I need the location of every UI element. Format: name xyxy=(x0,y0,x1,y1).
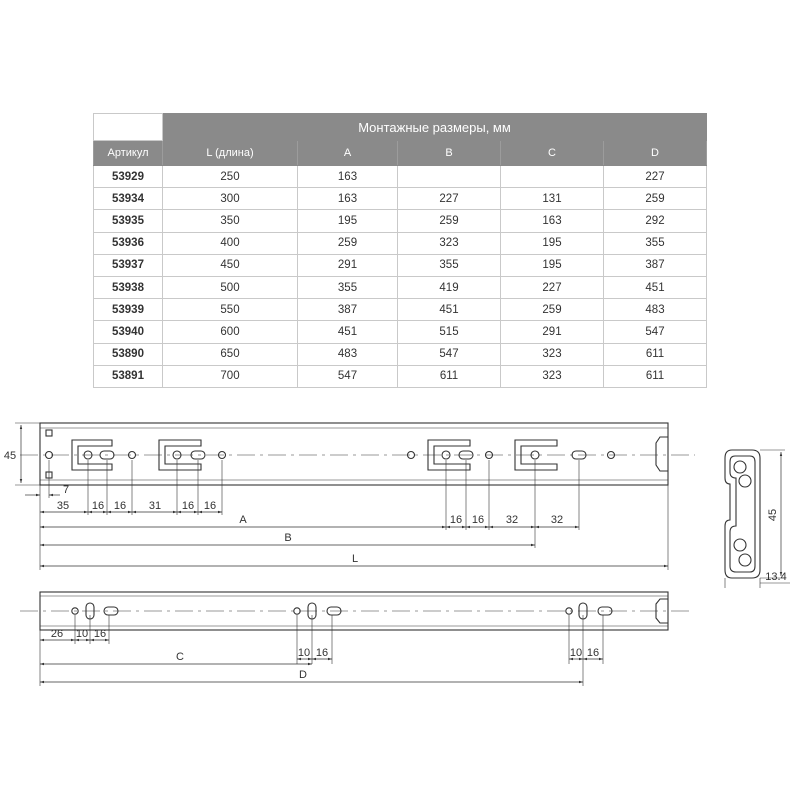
dim-label: 16 xyxy=(449,514,463,526)
dim-label: 7 xyxy=(62,484,70,496)
table-cell: 600 xyxy=(163,321,298,343)
article-cell: 53937 xyxy=(94,254,163,276)
table-cell: 547 xyxy=(298,365,398,387)
dim-label: 32 xyxy=(550,514,564,526)
table-cell: 611 xyxy=(398,365,501,387)
table-cell: 195 xyxy=(501,254,604,276)
dim-label: 16 xyxy=(203,500,217,512)
top-rail-outline xyxy=(40,423,668,485)
table-cell: 451 xyxy=(298,321,398,343)
dim-label: 16 xyxy=(586,647,600,659)
article-cell: 53890 xyxy=(94,343,163,365)
column-header: L (длина) xyxy=(163,141,298,166)
table-cell: 515 xyxy=(398,321,501,343)
dim-label: 35 xyxy=(56,500,70,512)
table-cell: 291 xyxy=(298,254,398,276)
table-cell: 323 xyxy=(398,232,501,254)
article-cell: 53936 xyxy=(94,232,163,254)
bottom-rail-drawing xyxy=(20,592,690,686)
article-cell: 53935 xyxy=(94,210,163,232)
column-header: C xyxy=(501,141,604,166)
dim-label: 10 xyxy=(75,628,89,640)
table-cell: 550 xyxy=(163,299,298,321)
table-cell: 483 xyxy=(604,299,707,321)
table-cell: 387 xyxy=(604,254,707,276)
dim-label: 31 xyxy=(148,500,162,512)
table-cell: 500 xyxy=(163,276,298,298)
table-cell: 650 xyxy=(163,343,298,365)
top-rail-height-label: 45 xyxy=(3,450,17,462)
table-cell: 547 xyxy=(398,343,501,365)
table-cell: 227 xyxy=(604,166,707,188)
table-cell: 419 xyxy=(398,276,501,298)
table-cell: 323 xyxy=(501,343,604,365)
article-cell: 53934 xyxy=(94,188,163,210)
dim-label: 10 xyxy=(297,647,311,659)
dimension-B-label: B xyxy=(284,532,292,544)
dimension-L-label: L xyxy=(351,553,359,565)
column-header: D xyxy=(604,141,707,166)
dim-label: 16 xyxy=(471,514,485,526)
table-cell: 611 xyxy=(604,343,707,365)
dimension-D-label: D xyxy=(299,669,307,681)
top-rail-drawing xyxy=(15,423,695,570)
article-cell: 53891 xyxy=(94,365,163,387)
table-title: Монтажные размеры, мм xyxy=(163,114,707,141)
article-cell: 53938 xyxy=(94,276,163,298)
table-cell: 131 xyxy=(501,188,604,210)
table-cell: 547 xyxy=(604,321,707,343)
column-header: Артикул xyxy=(94,141,163,166)
table-cell: 227 xyxy=(398,188,501,210)
table-cell: 483 xyxy=(298,343,398,365)
column-header: B xyxy=(398,141,501,166)
table-cell: 291 xyxy=(501,321,604,343)
table-cell: 195 xyxy=(501,232,604,254)
profile-width-label: 13.4 xyxy=(765,571,787,583)
table-cell: 350 xyxy=(163,210,298,232)
dimension-A-label: A xyxy=(239,514,247,526)
dim-label: 26 xyxy=(50,628,64,640)
table-cell: 250 xyxy=(163,166,298,188)
article-cell: 53940 xyxy=(94,321,163,343)
table-cell: 163 xyxy=(501,210,604,232)
table-cell: 355 xyxy=(604,232,707,254)
dim-label: 10 xyxy=(569,647,583,659)
table-cell: 387 xyxy=(298,299,398,321)
article-cell: 53939 xyxy=(94,299,163,321)
table-cell: 259 xyxy=(398,210,501,232)
table-cell: 400 xyxy=(163,232,298,254)
article-cell: 53929 xyxy=(94,166,163,188)
profile-height-label: 45 xyxy=(767,508,779,522)
dim-label: 32 xyxy=(505,514,519,526)
table-cell: 195 xyxy=(298,210,398,232)
table-cell: 163 xyxy=(298,188,398,210)
dim-label: 16 xyxy=(91,500,105,512)
table-cell: 323 xyxy=(501,365,604,387)
table-cell: 451 xyxy=(398,299,501,321)
table-cell: 227 xyxy=(501,276,604,298)
table-cell: 700 xyxy=(163,365,298,387)
dim-label: 16 xyxy=(113,500,127,512)
table-cell: 292 xyxy=(604,210,707,232)
table-cell: 355 xyxy=(298,276,398,298)
table-cell: 450 xyxy=(163,254,298,276)
table-cell: 451 xyxy=(604,276,707,298)
dim-label: 16 xyxy=(181,500,195,512)
table-cell: 163 xyxy=(298,166,398,188)
top-rail-end-notch xyxy=(656,437,668,471)
table-cell: 355 xyxy=(398,254,501,276)
table-cell: 611 xyxy=(604,365,707,387)
dim-label: 16 xyxy=(93,628,107,640)
square-hole xyxy=(46,430,52,436)
column-header: A xyxy=(298,141,398,166)
table-cell: 259 xyxy=(298,232,398,254)
dimension-C-label: C xyxy=(176,651,184,663)
dim-label: 16 xyxy=(315,647,329,659)
table-cell: 259 xyxy=(604,188,707,210)
table-cell: 300 xyxy=(163,188,298,210)
table-cell: 259 xyxy=(501,299,604,321)
rail-profile-drawing xyxy=(725,450,790,588)
